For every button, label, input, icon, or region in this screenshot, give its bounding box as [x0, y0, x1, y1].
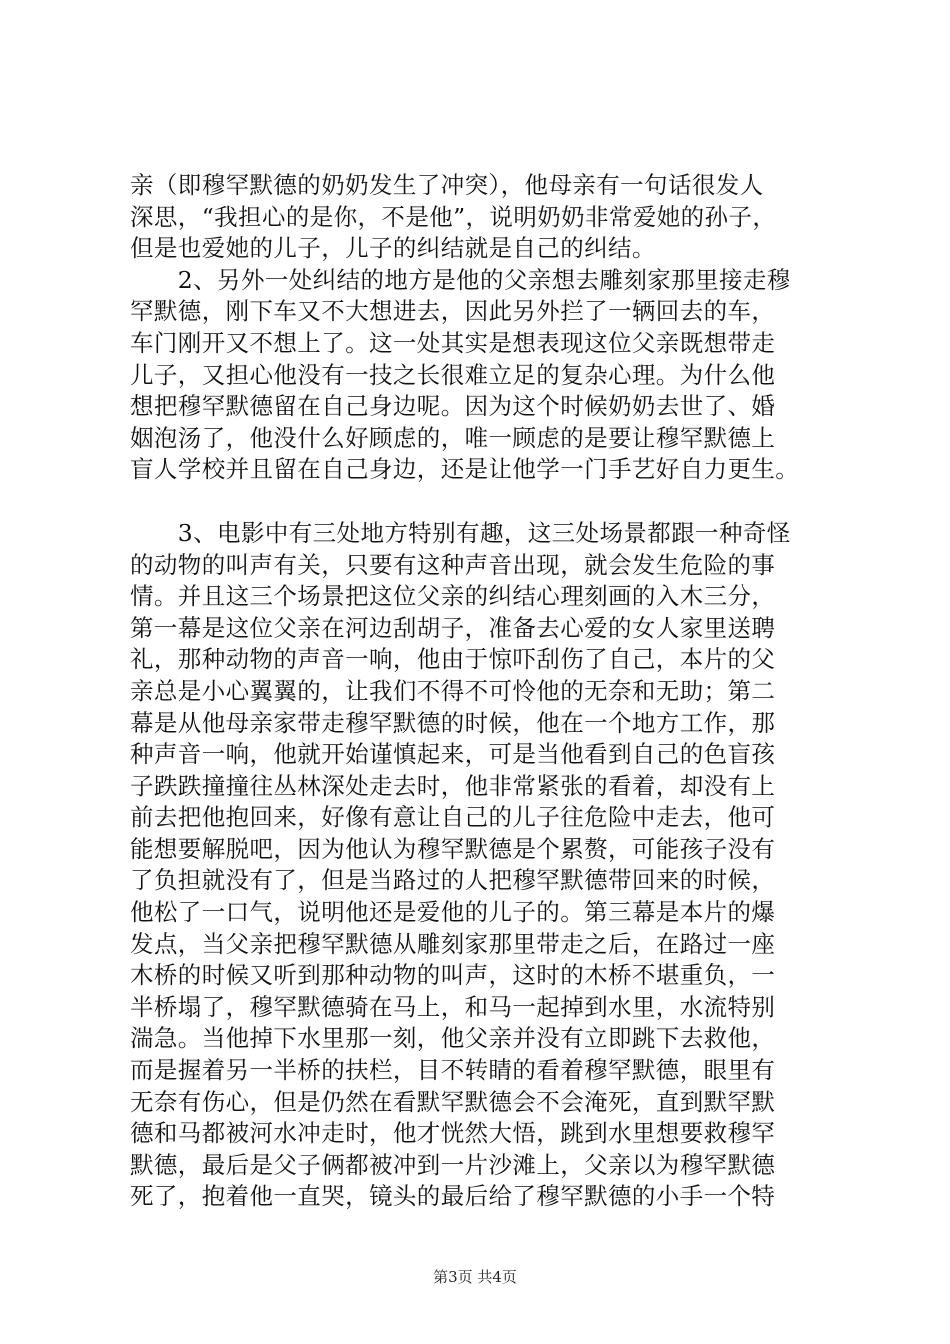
text-line: 罕默德，刚下车又不大想进去，因此另外拦了一辆回去的车， — [130, 297, 776, 326]
text-line: 了负担就没有了，但是当路过的人把穆罕默德带回来的时候， — [130, 866, 776, 895]
text-line: 而是握着另一半桥的扶栏，目不转睛的看着穆罕默德，眼里有 — [130, 1056, 776, 1085]
paragraph-3 — [130, 518, 838, 1213]
text-line: 深思，“我担心的是你，不是他”，说明奶奶非常爱她的孙子， — [130, 202, 777, 231]
text-line: 车门刚开又不想上了。这一处其实是想表现这位父亲既想带走 — [130, 328, 776, 357]
text-line: 湍急。当他掉下水里那一刻，他父亲并没有立即跳下去救他， — [130, 1024, 776, 1053]
text-line: 第一幕是这位父亲在河边刮胡子，准备去心爱的女人家里送聘 — [130, 613, 776, 642]
text-line: 亲总是小心翼翼的，让我们不得不可怜他的无奈和无助；第二 — [130, 676, 776, 705]
text-line: 默德，最后是父子俩都被冲到一片沙滩上，父亲以为穆罕默德 — [130, 1150, 776, 1179]
text-line: 发点，当父亲把穆罕默德从雕刻家那里带走之后，在路过一座 — [130, 929, 776, 958]
text-line: 德和马都被河水冲走时，他才恍然大悟，跳到水里想要救穆罕 — [130, 1119, 776, 1148]
text-line: 半桥塌了，穆罕默德骑在马上，和马一起掉到水里，水流特别 — [130, 992, 776, 1021]
text-line: 情。并且这三个场景把这位父亲的纠结心理刻画的入木三分， — [130, 582, 776, 611]
text-line: 他松了一口气，说明他还是爱他的儿子的。第三幕是本片的爆 — [130, 898, 776, 927]
text-line: 儿子，又担心他没有一技之长很难立足的复杂心理。为什么他 — [130, 360, 776, 389]
text-line: 盲人学校并且留在自己身边，还是让他学一门手艺好自力更生。 — [130, 455, 800, 484]
text-line: 姻泡汤了，他没什么好顾虑的，唯一顾虑的是要让穆罕默德上 — [130, 423, 776, 452]
text-line: 木桥的时候又听到那种动物的叫声，这时的木桥不堪重负，一 — [130, 961, 776, 990]
text-line: 但是也爱她的儿子，儿子的纠结就是自己的纠结。 — [130, 234, 656, 263]
text-line: 亲（即穆罕默德的奶奶发生了冲突），他母亲有一句话很发人 — [130, 171, 764, 199]
paragraph-1 — [130, 170, 838, 265]
text-line: 礼，那种动物的声音一响，他由于惊吓刮伤了自己，本片的父 — [130, 645, 776, 674]
text-line: 死了，抱着他一直哭，镜头的最后给了穆罕默德的小手一个特 — [130, 1182, 776, 1211]
text-line: 子跌跌撞撞往丛林深处走去时，他非常紧张的看着，却没有上 — [130, 771, 776, 800]
text-line: 幕是从他母亲家带走穆罕默德的时候，他在一个地方工作，那 — [130, 708, 776, 737]
paragraph-2 — [130, 265, 838, 486]
text-line: 2、另外一处纠结的地方是他的父亲想去雕刻家那里接走穆 — [130, 265, 791, 294]
paragraph-spacer — [130, 486, 838, 518]
document-body — [130, 170, 838, 1213]
text-line: 前去把他抱回来，好像有意让自己的儿子往危险中走去，他可 — [130, 803, 776, 832]
text-line: 3、电影中有三处地方特别有趣，这三处场景都跟一种奇怪 — [130, 518, 791, 547]
text-line: 能想要解脱吧，因为他认为穆罕默德是个累赘，可能孩子没有 — [130, 834, 776, 863]
text-line: 的动物的叫声有关，只要有这种声音出现，就会发生危险的事 — [130, 550, 776, 579]
page-number-footer: 第3页 共4页 — [433, 1268, 517, 1286]
text-line: 想把穆罕默德留在自己身边呢。因为这个时候奶奶去世了、婚 — [130, 392, 776, 421]
text-line: 无奈有伤心，但是仍然在看默罕默德会不会淹死，直到默罕默 — [130, 1087, 776, 1116]
text-line: 种声音一响，他就开始谨慎起来，可是当他看到自己的色盲孩 — [130, 740, 776, 769]
